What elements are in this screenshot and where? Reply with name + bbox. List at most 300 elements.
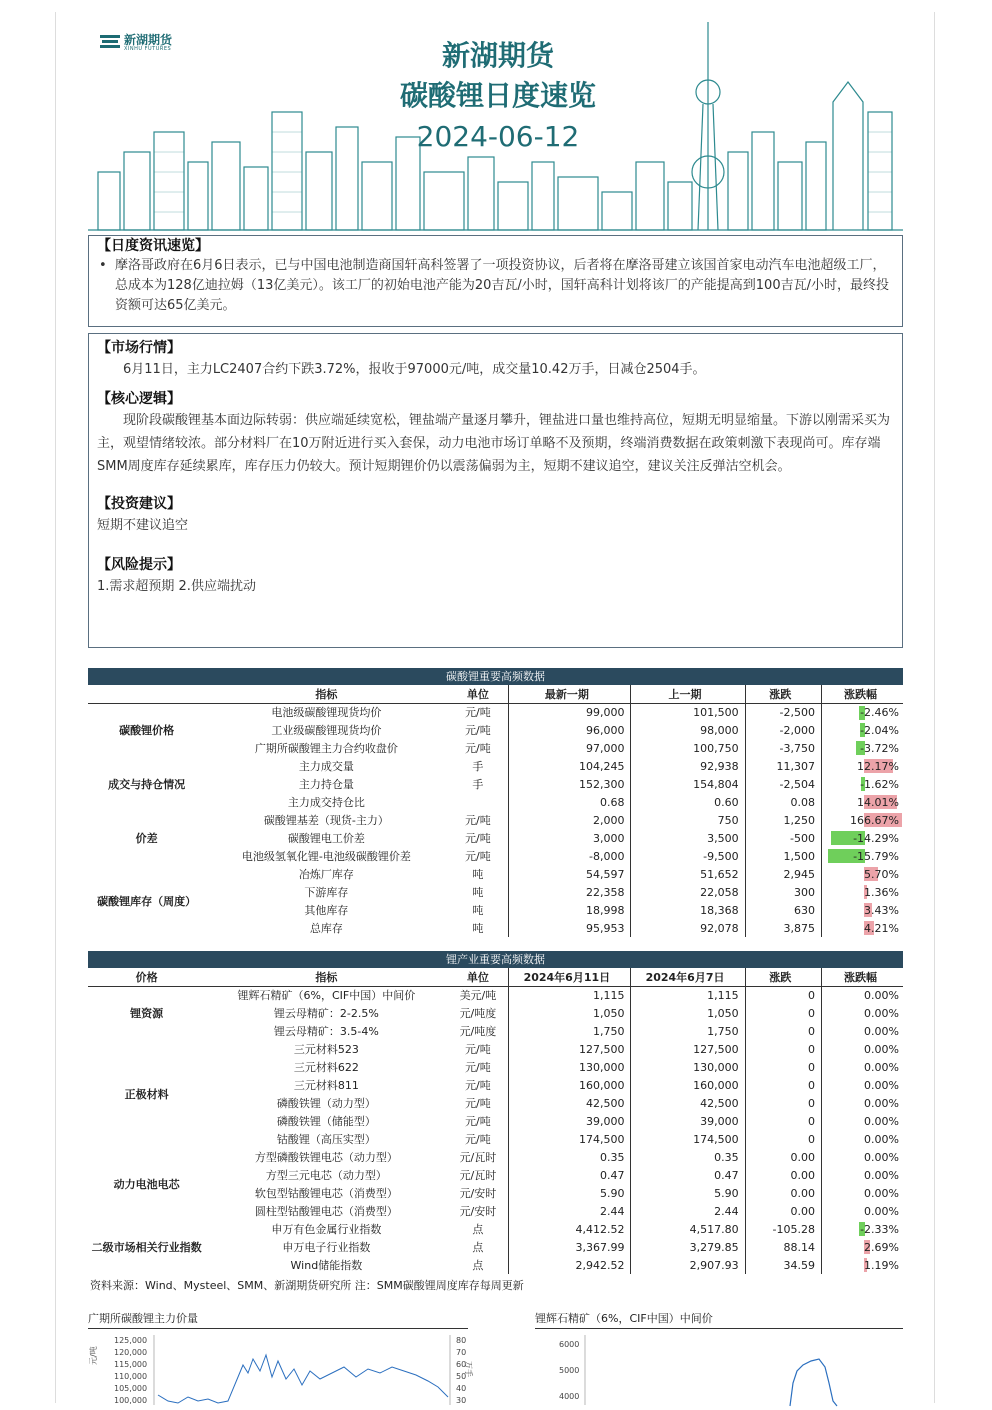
latest-value-cell: 127,500 xyxy=(509,1040,631,1058)
latest-value-cell: 174,500 xyxy=(509,1130,631,1148)
indicator-cell: 申万有色金属行业指数 xyxy=(271,1223,382,1236)
table-row xyxy=(88,1184,903,1202)
previous-value-cell: 42,500 xyxy=(631,1094,745,1112)
pct-text: -1.62% xyxy=(860,777,899,791)
latest-value-cell: 130,000 xyxy=(509,1058,631,1076)
indicator-cell: 软包型钴酸锂电芯（消费型） xyxy=(254,1187,398,1200)
table-row xyxy=(88,703,903,721)
previous-value-cell: 3,500 xyxy=(631,829,745,847)
latest-value-cell: 2,000 xyxy=(509,811,631,829)
left-ytick: 100,000 xyxy=(114,1396,148,1405)
pct-text: 12.17% xyxy=(857,759,899,773)
pct-text: 14.01% xyxy=(857,795,899,809)
table2-col-prev: 2024年6月7日 xyxy=(631,968,745,986)
source-note: 资料来源：Wind、Mysteel、SMM、新湖期货研究所 注：SMM碳酸锂周度库存每周更新 xyxy=(90,1279,524,1292)
table-row xyxy=(88,775,903,793)
unit-cell: 吨 xyxy=(472,922,484,935)
latest-value-cell: 42,500 xyxy=(509,1094,631,1112)
change-cell: 0 xyxy=(745,986,821,1004)
change-cell: 0 xyxy=(745,1076,821,1094)
latest-value-cell: 5.90 xyxy=(509,1184,631,1202)
unit-cell: 元/吨 xyxy=(465,1097,491,1110)
pct-text: -14.29% xyxy=(853,831,899,845)
indicator-cell: 锂云母精矿：3.5-4% xyxy=(273,1025,379,1038)
table1-col-ind: 指标 xyxy=(205,685,447,703)
latest-value-cell: 2.44 xyxy=(509,1202,631,1220)
previous-value-cell: 22,058 xyxy=(631,883,745,901)
unit-cell: 元/吨 xyxy=(465,814,491,827)
advice-heading: 【投资建议】 xyxy=(97,496,181,512)
pct-change-cell xyxy=(821,703,903,721)
change-cell: 0 xyxy=(745,1094,821,1112)
unit-cell: 点 xyxy=(472,1241,484,1254)
previous-value-cell: 750 xyxy=(631,811,745,829)
indicator-cell: 主力持仓量 xyxy=(298,778,354,791)
table-row xyxy=(88,1220,903,1238)
indicator-cell: 锂辉石精矿（6%，CIF中国）中间价 xyxy=(237,989,416,1003)
table-row xyxy=(88,865,903,883)
logic-heading: 【核心逻辑】 xyxy=(97,391,181,407)
advice-text: 短期不建议追空 xyxy=(97,518,189,533)
previous-value-cell: 0.47 xyxy=(631,1166,745,1184)
table-row xyxy=(88,721,903,739)
indicator-cell: 申万电子行业指数 xyxy=(282,1241,371,1254)
pct-change-cell xyxy=(821,1004,903,1022)
pct-change-cell xyxy=(821,757,903,775)
indicator-cell: 下游库存 xyxy=(304,886,349,899)
pct-change-cell xyxy=(821,1040,903,1058)
table1-col-prev: 上一期 xyxy=(631,685,745,703)
unit-cell: 点 xyxy=(472,1259,484,1272)
previous-value-cell: 100,750 xyxy=(631,739,745,757)
unit-cell: 吨 xyxy=(472,886,484,899)
indicator-cell: 磷酸铁锂（储能型） xyxy=(276,1115,376,1128)
change-cell: -2,500 xyxy=(745,703,821,721)
indicator-cell: 电池级碳酸锂现货均价 xyxy=(271,706,382,720)
table-row xyxy=(88,793,903,811)
previous-value-cell: 92,078 xyxy=(631,919,745,937)
pct-text: 0.00% xyxy=(864,1204,899,1218)
indicator-cell: 方型磷酸铁锂电芯（动力型） xyxy=(254,1151,398,1164)
latest-value-cell: 97,000 xyxy=(509,739,631,757)
pct-change-cell xyxy=(821,1112,903,1130)
table2-col-pct: 涨跌幅 xyxy=(821,968,903,986)
latest-value-cell: 1,115 xyxy=(509,986,631,1004)
pct-change-cell xyxy=(821,1256,903,1274)
table-row xyxy=(88,1058,903,1076)
pct-change-cell xyxy=(821,1130,903,1148)
previous-value-cell: 39,000 xyxy=(631,1112,745,1130)
group-label: 正极材料 xyxy=(124,1088,169,1101)
pct-change-cell xyxy=(821,1076,903,1094)
pct-change-cell xyxy=(821,793,903,811)
table1-header-row xyxy=(88,685,903,703)
unit-cell: 点 xyxy=(472,1223,484,1236)
indicator-cell: 圆柱型钴酸锂电芯（消费型） xyxy=(254,1205,398,1218)
change-cell: 2,945 xyxy=(745,865,821,883)
previous-value-cell: 160,000 xyxy=(631,1076,745,1094)
change-cell: 0 xyxy=(745,1004,821,1022)
indicator-cell: 广期所碳酸锂主力合约收盘价 xyxy=(254,742,398,755)
analysis-box xyxy=(88,333,903,648)
unit-cell: 元/安时 xyxy=(459,1187,497,1200)
table1-col-change: 涨跌 xyxy=(745,685,821,703)
table-row xyxy=(88,1256,903,1274)
table-row xyxy=(88,811,903,829)
change-cell: 630 xyxy=(745,901,821,919)
report-title xyxy=(378,36,618,158)
group-label: 锂资源 xyxy=(130,1007,164,1021)
pct-text: 4.21% xyxy=(864,921,899,935)
previous-value-cell: 18,368 xyxy=(631,901,745,919)
change-cell: 0.00 xyxy=(745,1184,821,1202)
pct-text: 3.43% xyxy=(864,903,899,917)
unit-cell: 吨 xyxy=(472,904,484,917)
unit-cell: 元/安时 xyxy=(459,1205,497,1218)
indicator-cell: 三元材料622 xyxy=(293,1061,359,1074)
left-ytick: 125,000 xyxy=(114,1336,148,1345)
left-y2label: 万手 xyxy=(464,1361,473,1377)
unit-cell: 元/瓦时 xyxy=(459,1169,497,1182)
table-row xyxy=(88,919,903,937)
group-label: 动力电池电芯 xyxy=(113,1178,180,1191)
pct-text: 0.00% xyxy=(864,1114,899,1128)
pct-text: 0.00% xyxy=(864,988,899,1002)
unit-cell: 元/吨 xyxy=(465,1115,491,1128)
unit-cell: 元/吨 xyxy=(465,742,491,755)
pct-change-cell xyxy=(821,1058,903,1076)
table-row xyxy=(88,986,903,1004)
right-price-line xyxy=(790,1359,837,1406)
change-cell: 0.08 xyxy=(745,793,821,811)
change-cell: -3,750 xyxy=(745,739,821,757)
right-chart-title: 锂辉石精矿（6%，CIF中国）中间价 xyxy=(535,1310,903,1329)
pct-text: 1.19% xyxy=(864,1258,899,1272)
pct-text: 2.69% xyxy=(864,1240,899,1254)
change-cell: -500 xyxy=(745,829,821,847)
indicator-cell: 冶炼厂库存 xyxy=(298,868,354,881)
pct-change-cell xyxy=(821,847,903,865)
indicator-cell: 主力成交持仓比 xyxy=(287,796,365,809)
unit-cell: 元/瓦时 xyxy=(459,1151,497,1164)
pct-text: 0.00% xyxy=(864,1042,899,1056)
title-company: 新湖期货 xyxy=(441,39,554,72)
pct-text: 0.00% xyxy=(864,1186,899,1200)
logo-subtext: XINHU FUTURES xyxy=(124,46,172,52)
change-cell: -2,504 xyxy=(745,775,821,793)
latest-value-cell: 18,998 xyxy=(509,901,631,919)
table-row xyxy=(88,1094,903,1112)
pct-text: -2.46% xyxy=(860,705,899,719)
pct-change-cell xyxy=(821,865,903,883)
change-cell: 3,875 xyxy=(745,919,821,937)
change-cell: 0 xyxy=(745,1022,821,1040)
table-row xyxy=(88,1004,903,1022)
table2-col-ind: 指标 xyxy=(205,968,447,986)
previous-value-cell: 92,938 xyxy=(631,757,745,775)
previous-value-cell: 1,115 xyxy=(631,986,745,1004)
left-ytick: 105,000 xyxy=(114,1384,148,1393)
pct-change-cell xyxy=(821,1022,903,1040)
right-ytick: 5000 xyxy=(559,1366,580,1375)
change-cell: 0.00 xyxy=(745,1202,821,1220)
table-row xyxy=(88,883,903,901)
latest-value-cell: 54,597 xyxy=(509,865,631,883)
pct-text: 0.00% xyxy=(864,1006,899,1020)
previous-value-cell: 3,279.85 xyxy=(631,1238,745,1256)
pct-change-cell xyxy=(821,1202,903,1220)
lithium-carbonate-table xyxy=(88,668,903,937)
unit-cell: 元/吨 xyxy=(465,724,491,737)
news-box xyxy=(88,235,903,327)
table1-col-pct: 涨跌幅 xyxy=(821,685,903,703)
indicator-cell: Wind储能指数 xyxy=(290,1259,363,1272)
pct-change-cell xyxy=(821,775,903,793)
title-report: 碳酸锂日度速览 xyxy=(399,79,596,112)
table-row xyxy=(88,1130,903,1148)
indicator-cell: 其他库存 xyxy=(304,904,349,917)
left-y2tick: 50 xyxy=(456,1372,467,1381)
change-cell: 11,307 xyxy=(745,757,821,775)
previous-value-cell: 4,517.80 xyxy=(631,1220,745,1238)
pct-change-cell xyxy=(821,1166,903,1184)
table2-col-change: 涨跌 xyxy=(745,968,821,986)
market-text: 6月11日，主力LC2407合约下跌3.72%，报收于97000元/吨，成交量10.42万手，日减仓2504手。 xyxy=(123,362,706,377)
latest-value-cell: 22,358 xyxy=(509,883,631,901)
previous-value-cell: 154,804 xyxy=(631,775,745,793)
latest-value-cell: 1,050 xyxy=(509,1004,631,1022)
unit-cell: 元/吨 xyxy=(465,850,491,863)
pct-change-cell xyxy=(821,1184,903,1202)
left-ylabel: 元/吨 xyxy=(89,1346,98,1365)
pct-text: -2.33% xyxy=(860,1222,899,1236)
unit-cell: 元/吨 xyxy=(465,706,491,720)
pct-change-cell xyxy=(821,901,903,919)
group-label: 碳酸锂价格 xyxy=(119,724,175,738)
change-cell: 0.00 xyxy=(745,1148,821,1166)
previous-value-cell: 174,500 xyxy=(631,1130,745,1148)
latest-value-cell: 95,953 xyxy=(509,919,631,937)
previous-value-cell: -9,500 xyxy=(631,847,745,865)
indicator-cell: 电池级氢氧化锂-电池级碳酸锂价差 xyxy=(241,850,411,863)
pct-text: -15.79% xyxy=(853,849,899,863)
table-row xyxy=(88,1076,903,1094)
latest-value-cell: 3,000 xyxy=(509,829,631,847)
group-label: 二级市场相关行业指数 xyxy=(91,1241,202,1254)
table1-grid xyxy=(88,685,903,937)
left-y2tick: 60 xyxy=(456,1360,467,1369)
previous-value-cell: 5.90 xyxy=(631,1184,745,1202)
left-chart-title: 广期所碳酸锂主力价量 xyxy=(88,1310,468,1329)
indicator-cell: 主力成交量 xyxy=(298,760,354,773)
lithium-industry-table xyxy=(88,951,903,1274)
latest-value-cell: -8,000 xyxy=(509,847,631,865)
table-row xyxy=(88,1202,903,1220)
left-ytick: 110,000 xyxy=(114,1372,148,1381)
table-row xyxy=(88,1112,903,1130)
unit-cell: 元/吨度 xyxy=(459,1007,497,1020)
table2-header-row xyxy=(88,968,903,986)
pct-text: 0.00% xyxy=(864,1150,899,1164)
table-row xyxy=(88,847,903,865)
latest-value-cell: 96,000 xyxy=(509,721,631,739)
left-y2tick: 30 xyxy=(456,1396,467,1405)
pct-change-cell xyxy=(821,1094,903,1112)
logo-text: 新湖期货 xyxy=(124,33,173,47)
company-logo xyxy=(100,34,172,52)
table1-title: 碳酸锂重要高频数据 xyxy=(88,668,903,685)
table-row xyxy=(88,739,903,757)
pct-text: -2.04% xyxy=(860,723,899,737)
unit-cell: 吨 xyxy=(472,868,484,881)
market-heading: 【市场行情】 xyxy=(97,340,181,356)
latest-value-cell: 0.35 xyxy=(509,1148,631,1166)
change-cell: 88.14 xyxy=(745,1238,821,1256)
unit-cell: 元/吨 xyxy=(465,1043,491,1056)
change-cell: -105.28 xyxy=(745,1220,821,1238)
pct-text: 0.00% xyxy=(864,1096,899,1110)
table2-title: 锂产业重要高频数据 xyxy=(88,951,903,968)
report-header xyxy=(88,12,903,232)
left-chart-svg xyxy=(88,1331,473,1406)
indicator-cell: 工业级碳酸锂现货均价 xyxy=(271,724,382,737)
previous-value-cell: 1,050 xyxy=(631,1004,745,1022)
latest-value-cell: 160,000 xyxy=(509,1076,631,1094)
table-row xyxy=(88,1148,903,1166)
pct-change-cell xyxy=(821,883,903,901)
table2-col-latest: 2024年6月11日 xyxy=(509,968,631,986)
pct-text: 1.36% xyxy=(864,885,899,899)
left-y2tick: 80 xyxy=(456,1336,467,1345)
left-y2tick: 70 xyxy=(456,1348,467,1357)
risk-heading: 【风险提示】 xyxy=(97,557,181,573)
pct-change-cell xyxy=(821,986,903,1004)
unit-cell: 手 xyxy=(472,760,484,773)
previous-value-cell: 0.60 xyxy=(631,793,745,811)
indicator-cell: 三元材料811 xyxy=(293,1079,359,1092)
left-ytick: 120,000 xyxy=(114,1348,148,1357)
pct-text: 5.70% xyxy=(864,867,899,881)
table-row xyxy=(88,757,903,775)
pct-text: 0.00% xyxy=(864,1168,899,1182)
unit-cell: 手 xyxy=(472,778,484,791)
table-row xyxy=(88,901,903,919)
left-ytick: 115,000 xyxy=(114,1360,148,1369)
unit-cell: 元/吨 xyxy=(465,832,491,845)
indicator-cell: 三元材料523 xyxy=(293,1043,359,1056)
change-cell: 0 xyxy=(745,1112,821,1130)
change-cell: 0 xyxy=(745,1130,821,1148)
pct-text: 0.00% xyxy=(864,1024,899,1038)
unit-cell: 元/吨 xyxy=(465,1061,491,1074)
change-cell: -2,000 xyxy=(745,721,821,739)
group-label: 碳酸锂库存（周度） xyxy=(97,895,197,908)
latest-value-cell: 104,245 xyxy=(509,757,631,775)
change-cell: 0 xyxy=(745,1040,821,1058)
table2-col-unit: 单位 xyxy=(448,968,509,986)
previous-value-cell: 2.44 xyxy=(631,1202,745,1220)
table1-col-latest: 最新一期 xyxy=(509,685,631,703)
unit-cell: 美元/吨 xyxy=(459,989,497,1003)
futures-price-volume-chart xyxy=(88,1310,473,1405)
previous-value-cell: 127,500 xyxy=(631,1040,745,1058)
unit-cell: 元/吨度 xyxy=(459,1025,497,1038)
latest-value-cell: 99,000 xyxy=(509,703,631,721)
table-row xyxy=(88,829,903,847)
table2-grid xyxy=(88,968,903,1274)
pct-text: 0.00% xyxy=(864,1060,899,1074)
change-cell: 34.59 xyxy=(745,1256,821,1274)
change-cell: 1,250 xyxy=(745,811,821,829)
indicator-cell: 磷酸铁锂（动力型） xyxy=(276,1097,376,1110)
indicator-cell: 碳酸锂基差（现货-主力） xyxy=(263,814,389,827)
group-label: 成交与持仓情况 xyxy=(108,778,186,791)
previous-value-cell: 1,750 xyxy=(631,1022,745,1040)
pct-change-cell xyxy=(821,829,903,847)
latest-value-cell: 1,750 xyxy=(509,1022,631,1040)
table1-col-unit: 单位 xyxy=(448,685,509,703)
unit-cell: 元/吨 xyxy=(465,1133,491,1146)
latest-value-cell: 152,300 xyxy=(509,775,631,793)
pct-change-cell xyxy=(821,919,903,937)
unit-cell xyxy=(448,793,509,811)
pct-text: -3.72% xyxy=(860,741,899,755)
right-ytick: 4000 xyxy=(559,1392,580,1401)
table-row xyxy=(88,1238,903,1256)
pct-text: 166.67% xyxy=(850,813,899,827)
change-cell: 0 xyxy=(745,1058,821,1076)
indicator-cell: 碳酸锂电工价差 xyxy=(287,832,365,845)
indicator-cell: 总库存 xyxy=(309,922,343,935)
indicator-cell: 方型三元电芯（动力型） xyxy=(265,1169,387,1182)
indicator-cell: 钴酸锂（高压实型） xyxy=(276,1133,376,1146)
previous-value-cell: 2,907.93 xyxy=(631,1256,745,1274)
latest-value-cell: 4,412.52 xyxy=(509,1220,631,1238)
group-label: 价差 xyxy=(135,832,158,845)
previous-value-cell: 51,652 xyxy=(631,865,745,883)
indicator-cell: 锂云母精矿：2-2.5% xyxy=(273,1007,379,1020)
left-y2tick: 40 xyxy=(456,1384,467,1393)
pct-text: 0.00% xyxy=(864,1132,899,1146)
right-ytick: 6000 xyxy=(559,1340,580,1349)
latest-value-cell: 0.47 xyxy=(509,1166,631,1184)
change-cell: 0.00 xyxy=(745,1166,821,1184)
unit-cell: 元/吨 xyxy=(465,1079,491,1092)
latest-value-cell: 0.68 xyxy=(509,793,631,811)
logo-mark-icon xyxy=(100,35,120,51)
table2-col-group: 价格 xyxy=(88,968,205,986)
latest-value-cell: 3,367.99 xyxy=(509,1238,631,1256)
right-chart-svg xyxy=(535,1331,903,1406)
pct-change-cell xyxy=(821,1148,903,1166)
risk-text: 1.需求超预期 2.供应端扰动 xyxy=(97,579,256,594)
news-heading: 【日度资讯速览】 xyxy=(97,238,209,254)
latest-value-cell: 39,000 xyxy=(509,1112,631,1130)
previous-value-cell: 101,500 xyxy=(631,703,745,721)
left-price-line xyxy=(158,1355,448,1403)
latest-value-cell: 2,942.52 xyxy=(509,1256,631,1274)
pct-change-cell xyxy=(821,1220,903,1238)
table-row xyxy=(88,1022,903,1040)
previous-value-cell: 98,000 xyxy=(631,721,745,739)
previous-value-cell: 0.35 xyxy=(631,1148,745,1166)
table-row xyxy=(88,1040,903,1058)
table-row xyxy=(88,1166,903,1184)
pct-text: 0.00% xyxy=(864,1078,899,1092)
logic-text: 现阶段碳酸锂基本面边际转弱：供应端延续宽松，锂盐端产量逐月攀升，锂盐进口量也维持高位，短期无明显缩量。下游以刚需采买为主，观望情绪较浓。部分材料厂在10万附近进行买入套保，动力电池市场订单略不及预期，终端消费数据在政策刺激下表现尚可。库存端SMM周度库存延续累库，库存压力仍较大。预计短期锂价仍以震荡偏弱为主，短期不建议追空，建议关注反弹沽空机会。 xyxy=(97,413,891,474)
previous-value-cell: 130,000 xyxy=(631,1058,745,1076)
change-cell: 1,500 xyxy=(745,847,821,865)
